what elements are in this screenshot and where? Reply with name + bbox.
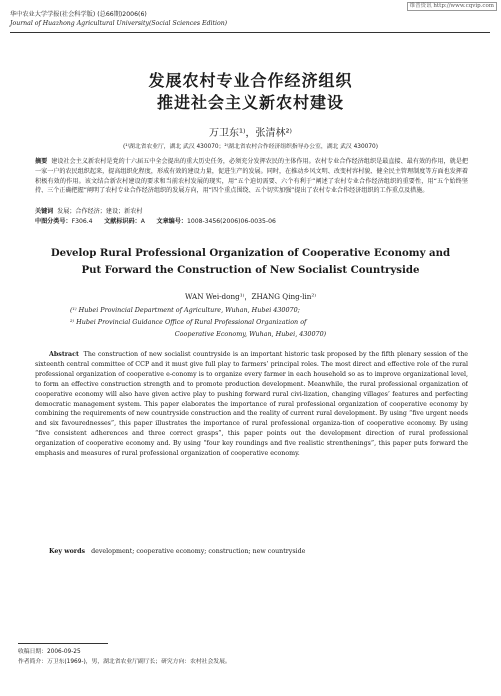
artno-value: 1008-3456(2006)06-0035-06 — [186, 218, 276, 225]
abstract-en-label: Abstract — [49, 351, 79, 358]
clc-label: 中图分类号： — [35, 218, 72, 225]
author-bio: 作者简介：万卫东(1969-)，男，湖北省农业厅副厅长；研究方向：农村社会发展。 — [18, 659, 231, 665]
authors-en: WAN Wei-dong¹⁾，ZHANG Qing-lin²⁾ — [184, 292, 317, 301]
title-cn-line2: 推进社会主义新农村建设 — [156, 93, 344, 112]
classification-line — [35, 217, 276, 226]
header-rule — [10, 32, 490, 33]
keywords-en-label: Key words — [49, 548, 86, 555]
abstract-cn — [35, 157, 468, 207]
abstract-cn-text: 建设社会主义新农村是党的十六届五中全会提出的重大历史任务，必须充分发挥农民的主体作用。农村专业合作经济组织是最直接、最有效的作用，就是把一家一户的农民组织起来，提高组织化程度，形成有效的建设力量，促进生产的发展。同时，在推动乡风文明、改变村容村貌、健全民主管理制度等方面也发挥着积极有效的作用。该文结合新农村建设的要求和当前农村发展的现实，用“五个迫切需要、六个有利于”阐述了农村专业合作经济组织的重要性，用“五个始终坚持、三个正确把握”阐明了农村专业合作经济组织的发展方向，用“四个重点围绕、五个切实加强”提出了农村专业合作经济组织的工作重点及措施。 — [35, 158, 468, 195]
journal-title-cn: 华中农业大学学报(社会科学版) (总66期)2006(6) — [10, 11, 147, 18]
artno-label: 文章编号： — [156, 218, 187, 225]
source-stamp: 维普资讯 http://www.cqvip.com — [407, 2, 497, 11]
abstract-cn-label: 摘要 — [35, 158, 48, 165]
title-cn-line1: 发展农村专业合作经济组织 — [148, 71, 353, 90]
title-en-line1: Develop Rural Professional Organization of Cooperative Economy and — [50, 247, 451, 259]
footnote-rule — [18, 643, 108, 644]
abstract-en — [35, 350, 468, 548]
keywords-cn-text: 发展；合作经济；建设；新农村 — [57, 208, 143, 215]
received-date: 收稿日期：2006-09-25 — [18, 649, 81, 655]
affiliation-en-line1: (¹⁾ Hubei Provincial Department of Agriculture, Wuhan, Hubei 430070; — [70, 306, 300, 314]
keywords-en — [49, 548, 305, 555]
affiliation-en-line3: Cooperative Economy, Wuhan, Hubei, 430070) — [174, 330, 327, 338]
affiliation-cn: (¹⁾湖北省农业厅，湖北 武汉 430070；²⁾湖北省农村合作经济组织指导办公室，湖北 武汉 430070) — [123, 144, 378, 150]
keywords-cn-label: 关键词 — [35, 208, 54, 215]
abstract-en-text: The construction of new socialist countryside is an important historic task proposed by the fifth plenary session of the sixteenth central committee of CCP and it must give full play to farmers’ principal roles. The most direct and effective role of the rural professional organization of cooperative e-conomy is to organize every farmer in each household so as to improve organizational level, to form an effective construction strength and to promote production development. Meanwhile, the rural professional organization of cooperative economy will also have given active play to pushing forward rural civi-lization, changing villages’ features and perfecting democratic management system. This paper elaborates the importance of rural professional organization of cooperative economy by combining the requirements of new countryside construction and the reality of current rural development. By using “five urgent needs and six favourednesses”, this paper illustrates the importance of rural professional organiza-tion of cooperative economy. By using “five consistent adherences and three correct grasps”, this paper points out the development direction of rural professional organization of cooperative economy and. By using “four key roundings and five realistic strenthenings”, this paper puts forward the emphasis and measures of rural professional organization of cooperative economy. — [35, 351, 468, 458]
affiliation-en-line2: ²⁾ Hubei Provincial Guidance Office of Rural Professional Organization of — [70, 318, 307, 326]
clc-value: F306.4 — [71, 218, 93, 225]
doccode-label: 文献标识码： — [104, 218, 141, 225]
journal-title-en: Journal of Huazhong Agricultural University(Social Sciences Edition) — [10, 20, 228, 27]
title-en-line2: Put Forward the Construction of New Socialist Countryside — [81, 264, 420, 276]
authors-cn: 万卫东¹⁾，张清林²⁾ — [209, 128, 292, 139]
doccode-value: A — [140, 218, 145, 225]
keywords-en-text: development; cooperative economy; construction; new countryside — [91, 548, 306, 555]
keywords-cn — [35, 207, 142, 216]
